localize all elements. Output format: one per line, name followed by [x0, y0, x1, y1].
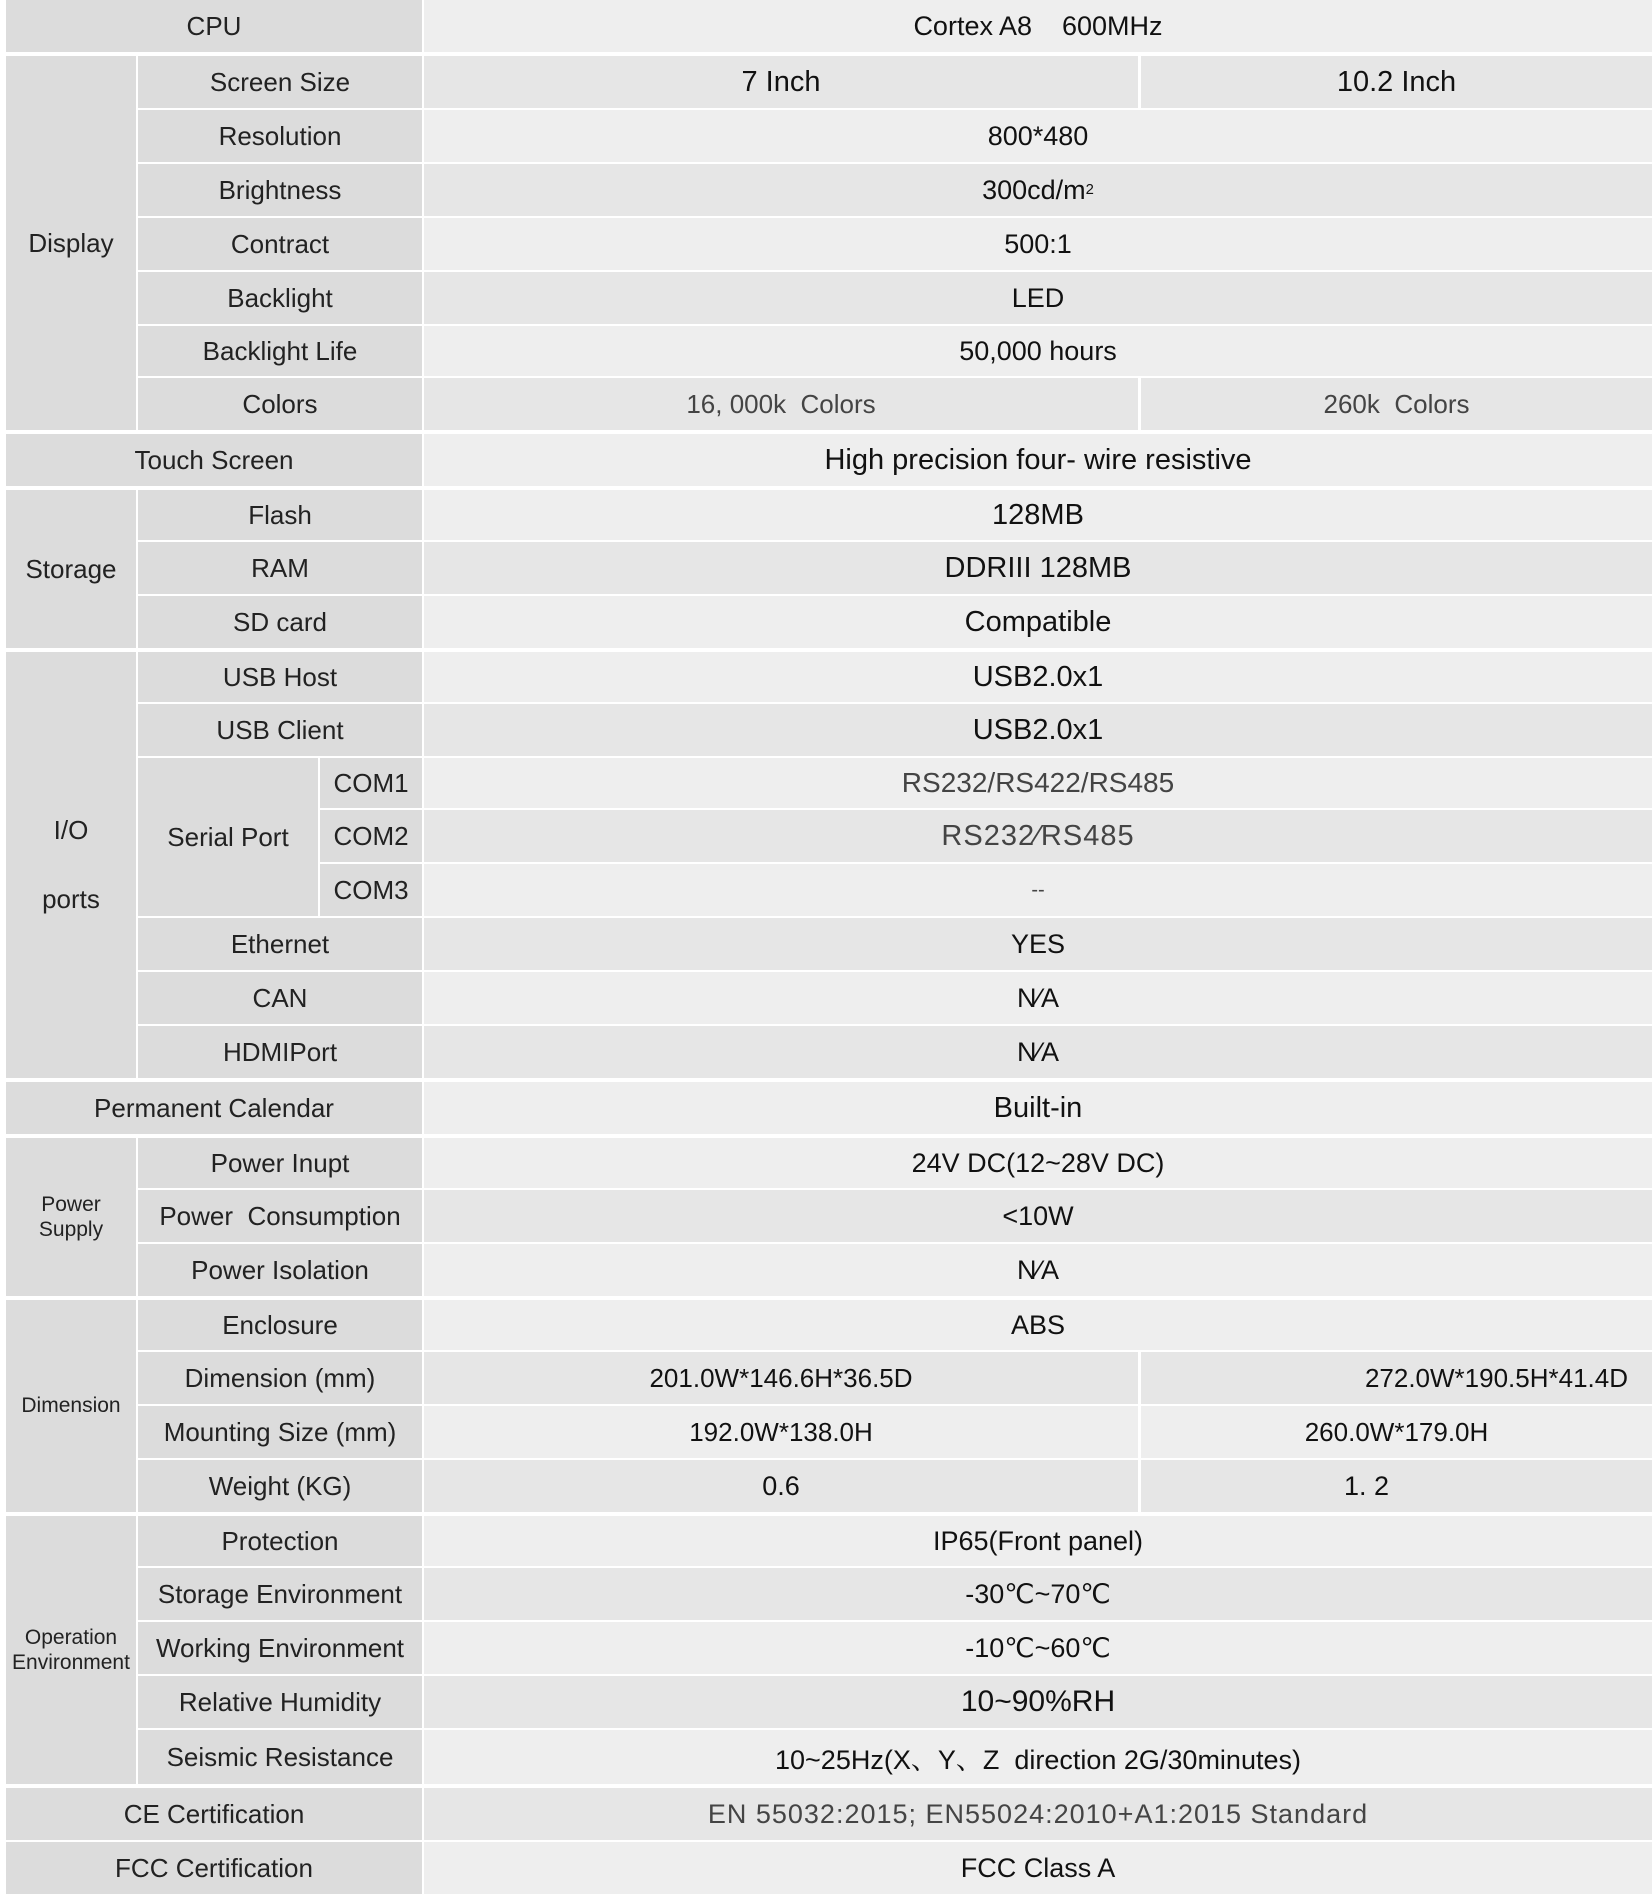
mounting-size-7-value: 192.0W*138.0H: [424, 1406, 1138, 1458]
ethernet-label: Ethernet: [138, 918, 422, 970]
hdmi-port-label: HDMIPort: [138, 1026, 422, 1078]
sd-card-value: Compatible: [424, 596, 1652, 648]
power-consumption-label: Power Consumption: [138, 1190, 422, 1242]
com2-value: RS232⁄RS485: [424, 810, 1652, 862]
can-value: N⁄A: [424, 972, 1652, 1024]
weight-label: Weight (KG): [138, 1460, 422, 1512]
storage-environment-value: -30℃~70℃: [424, 1568, 1652, 1620]
weight-10-value: 1. 2: [1141, 1460, 1652, 1512]
ram-label: RAM: [138, 542, 422, 594]
flash-label: Flash: [138, 490, 422, 540]
serial-port-label: Serial Port: [138, 758, 318, 916]
brightness-value: 300cd/m 2: [424, 164, 1652, 216]
enclosure-value: ABS: [424, 1300, 1652, 1350]
display-group-label: Display: [6, 56, 136, 430]
colors-label: Colors: [138, 378, 422, 430]
usb-host-label: USB Host: [138, 652, 422, 702]
mounting-size-label: Mounting Size (mm): [138, 1406, 422, 1458]
weight-7-value: 0.6: [424, 1460, 1138, 1512]
cpu-value: Cortex A8 600MHz: [424, 0, 1652, 52]
backlight-label: Backlight: [138, 272, 422, 324]
io-label-line2: ports: [42, 884, 100, 914]
colors-10-value: 260k Colors: [1141, 378, 1652, 430]
com3-value: --: [424, 864, 1652, 916]
power-label-line1: Power: [41, 1192, 101, 1216]
operation-label-line1: Operation: [24, 1625, 118, 1649]
ram-value: DDRIII 128MB: [424, 542, 1652, 594]
ethernet-value: YES: [424, 918, 1652, 970]
dimension-mm-label: Dimension (mm): [138, 1352, 422, 1404]
fcc-certification-value: FCC Class A: [424, 1842, 1652, 1894]
protection-label: Protection: [138, 1516, 422, 1566]
backlight-life-label: Backlight Life: [138, 326, 422, 376]
power-input-label: Power Inupt: [138, 1138, 422, 1188]
com3-label: COM3: [320, 864, 422, 916]
io-label-line1: I/O: [53, 815, 89, 845]
usb-client-value: USB2.0x1: [424, 704, 1652, 756]
storage-environment-label: Storage Environment: [138, 1568, 422, 1620]
contract-value: 500:1: [424, 218, 1652, 270]
dimension-10-value: 272.0W*190.5H*41.4D: [1141, 1352, 1652, 1404]
ce-certification-value: EN 55032:2015; EN55024:2010+A1:2015 Standard: [424, 1788, 1652, 1840]
power-isolation-label: Power Isolation: [138, 1244, 422, 1296]
colors-7-value: 16, 000k Colors: [424, 378, 1138, 430]
protection-value: IP65(Front panel): [424, 1516, 1652, 1566]
relative-humidity-label: Relative Humidity: [138, 1676, 422, 1728]
power-consumption-value: <10W: [424, 1190, 1652, 1242]
permanent-calendar-label: Permanent Calendar: [6, 1082, 422, 1134]
power-input-value: 24V DC(12~28V DC): [424, 1138, 1652, 1188]
usb-host-value: USB2.0x1: [424, 652, 1652, 702]
screen-size-10-value: 10.2 Inch: [1141, 56, 1652, 108]
com2-label: COM2: [320, 810, 422, 862]
dimension-group-label: Dimension: [6, 1300, 136, 1512]
seismic-resistance-value: 10~25Hz(X、Y、Z direction 2G/30minutes): [424, 1730, 1652, 1784]
resolution-value: 800*480: [424, 110, 1652, 162]
backlight-value: LED: [424, 272, 1652, 324]
touch-screen-label: Touch Screen: [6, 434, 422, 486]
power-isolation-value: N⁄A: [424, 1244, 1652, 1296]
storage-group-label: Storage: [6, 490, 136, 648]
operation-label-line2: Environment: [12, 1651, 130, 1674]
com1-value: RS232/RS422/RS485: [424, 758, 1652, 808]
usb-client-label: USB Client: [138, 704, 422, 756]
sd-card-label: SD card: [138, 596, 422, 648]
hdmi-port-value: N⁄A: [424, 1026, 1652, 1078]
mounting-size-10-value: 260.0W*179.0H: [1141, 1406, 1652, 1458]
flash-value: 128MB: [424, 490, 1652, 540]
cpu-label: CPU: [6, 0, 422, 52]
resolution-label: Resolution: [138, 110, 422, 162]
contract-label: Contract: [138, 218, 422, 270]
working-environment-value: -10℃~60℃: [424, 1622, 1652, 1674]
screen-size-label: Screen Size: [138, 56, 422, 108]
brightness-label: Brightness: [138, 164, 422, 216]
seismic-resistance-label: Seismic Resistance: [138, 1730, 422, 1784]
brightness-number: 300cd/m: [982, 174, 1086, 205]
working-environment-label: Working Environment: [138, 1622, 422, 1674]
fcc-certification-label: FCC Certification: [6, 1842, 422, 1894]
io-ports-group-label: [6, 652, 136, 1078]
dimension-7-value: 201.0W*146.6H*36.5D: [424, 1352, 1138, 1404]
enclosure-label: Enclosure: [138, 1300, 422, 1350]
backlight-life-value: 50,000 hours: [424, 326, 1652, 376]
touch-screen-value: High precision four- wire resistive: [424, 434, 1652, 486]
can-label: CAN: [138, 972, 422, 1024]
power-label-line2: Supply: [38, 1218, 104, 1241]
operation-environment-group-label: [6, 1516, 136, 1784]
com1-label: COM1: [320, 758, 422, 808]
relative-humidity-value: 10~90%RH: [424, 1676, 1652, 1728]
permanent-calendar-value: Built-in: [424, 1082, 1652, 1134]
ce-certification-label: CE Certification: [6, 1788, 422, 1840]
power-supply-group-label: [6, 1138, 136, 1296]
screen-size-7-value: 7 Inch: [424, 56, 1138, 108]
